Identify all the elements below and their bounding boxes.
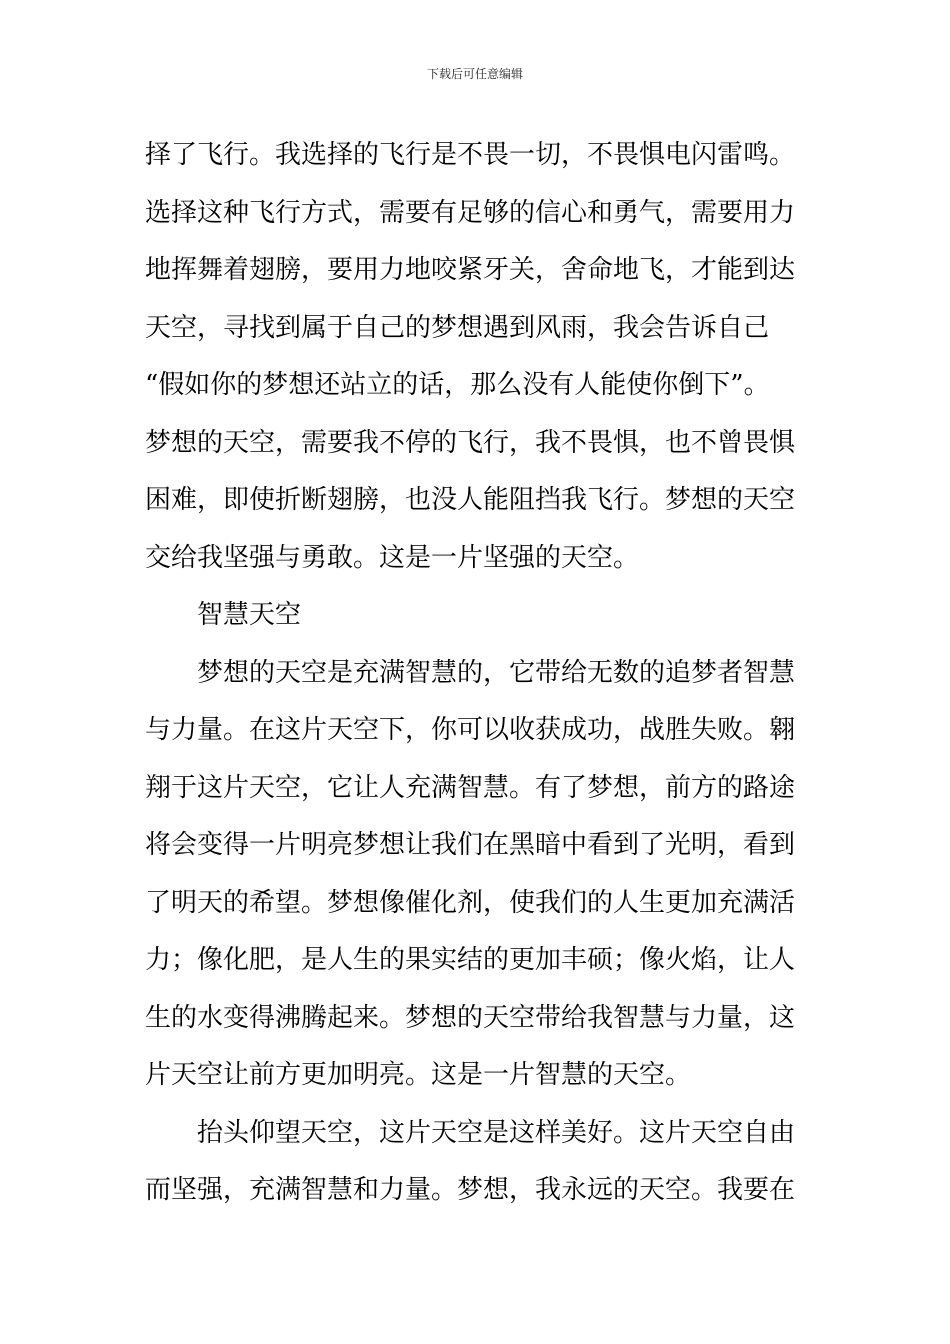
heading-line: 智慧天空: [197, 600, 302, 630]
section-heading: [145, 587, 807, 645]
document-body: [145, 127, 807, 1220]
paragraph: [145, 645, 807, 1105]
text-line: 了明天的希望。梦想像催化剂，使我们的人生更加充满活: [145, 887, 796, 918]
text-line: 翔于这片天空，它让人充满智慧。有了梦想，前方的路途: [145, 772, 796, 803]
text-line: 地挥舞着翅膀，要用力地咬紧牙关，舍命地飞，才能到达: [145, 255, 796, 285]
text-line: 天空，寻找到属于自己的梦想遇到风雨，我会告诉自己: [145, 312, 770, 343]
text-line: “假如你的梦想还站立的话，那么没有人能使你倒下”。: [145, 370, 770, 400]
text-line: 选择这种飞行方式，需要有足够的信心和勇气，需要用力: [145, 197, 796, 228]
text-line: 梦想的天空是充满智慧的，它带给无数的追梦者智慧: [197, 657, 796, 688]
text-line: 与力量。在这片天空下，你可以收获成功，战胜失败。翱: [145, 715, 796, 745]
page-header-note: 下载后可任意编辑: [426, 67, 523, 81]
text-line: 力；像化肥，是人生的果实结的更加丰硕；像火焰，让人: [145, 945, 796, 975]
text-line: 交给我坚强与勇敢。这是一片坚强的天空。: [145, 542, 640, 573]
text-line: 片天空让前方更加明亮。这是一片智慧的天空。: [145, 1060, 692, 1090]
text-line: 而坚强，充满智慧和力量。梦想，我永远的天空。我要在: [145, 1175, 796, 1205]
text-line: 将会变得一片明亮梦想让我们在黑暗中看到了光明，看到: [145, 830, 796, 860]
paragraph: [145, 127, 807, 587]
text-line: 困难，即使折断翅膀，也没人能阻挡我飞行。梦想的天空: [145, 485, 796, 515]
paragraph: [145, 1105, 807, 1220]
text-line: 抬头仰望天空，这片天空是这样美好。这片天空自由: [197, 1117, 796, 1148]
text-line: 生的水变得沸腾起来。梦想的天空带给我智慧与力量，这: [145, 1002, 796, 1033]
text-line: 梦想的天空，需要我不停的飞行，我不畏惧，也不曾畏惧: [145, 427, 796, 458]
text-line: 择了飞行。我选择的飞行是不畏一切，不畏惧电闪雷鸣。: [145, 140, 796, 170]
